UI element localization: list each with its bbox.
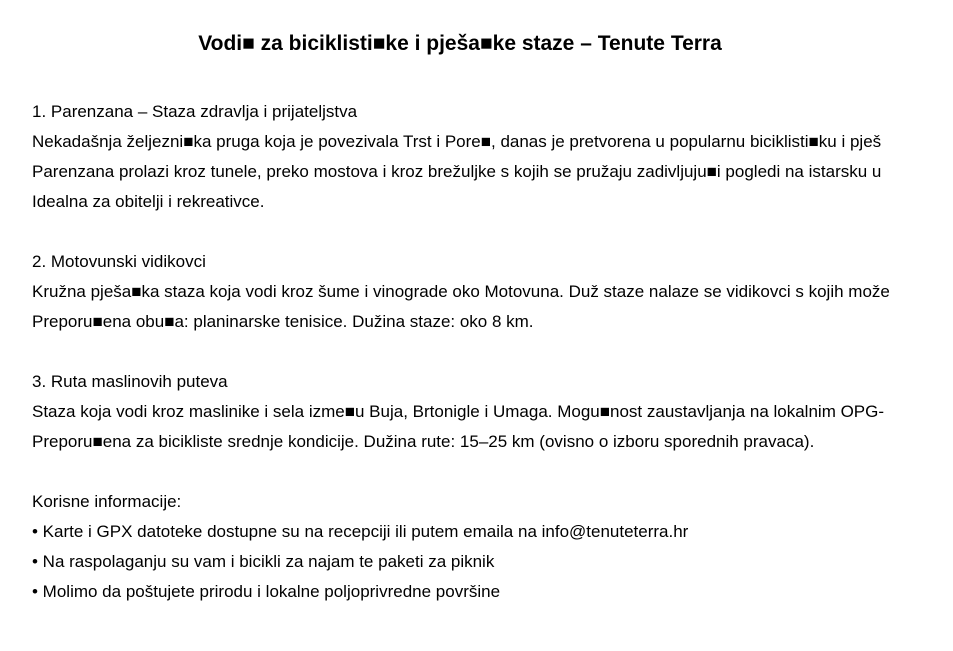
section-text-line: Parenzana prolazi kroz tunele, preko mostova i kroz brežuljke s kojih se pružaju zadivljuju■i pogledi na istarsku u	[32, 162, 882, 181]
section-text-line: Preporu■ena obu■a: planinarske tenisice. Dužina staze: oko 8 km.	[32, 312, 534, 331]
document-body	[32, 97, 953, 607]
info-bullet: • Karte i GPX datoteke dostupne su na recepciji ili putem emaila na info@tenuteterra.hr	[32, 522, 689, 541]
section-text-line: Kružna pješa■ka staza koja vodi kroz šume i vinograde oko Motovuna. Duž staze nalaze se vidikovci s kojih može	[32, 282, 890, 301]
section-text-line: Staza koja vodi kroz maslinike i sela izme■u Buja, Brtonigle i Umaga. Mogu■nost zaustavljanja na lokalnim OPG-	[32, 402, 885, 421]
info-heading: Korisne informacije:	[32, 492, 182, 511]
section-text-line: Preporu■ena za bicikliste srednje kondicije. Dužina rute: 15–25 km (ovisno o izboru sporednih pravaca).	[32, 432, 815, 451]
section-olive-route	[32, 367, 953, 457]
spacer	[32, 217, 953, 247]
info-bullet: • Na raspolaganju su vam i bicikli za najam te paketi za piknik	[32, 552, 495, 571]
document-title: Vodi■ za biciklisti■ke i pješa■ke staze – Tenute Terra	[198, 32, 722, 55]
section-heading: 3. Ruta maslinovih puteva	[32, 372, 228, 391]
section-heading: 1. Parenzana – Staza zdravlja i prijateljstva	[32, 102, 358, 121]
section-heading: 2. Motovunski vidikovci	[32, 252, 206, 271]
section-motovun	[32, 247, 953, 337]
useful-info	[32, 487, 953, 607]
spacer	[32, 337, 953, 367]
section-text-line: Idealna za obitelji i rekreativce.	[32, 192, 265, 211]
info-bullet: • Molimo da poštujete prirodu i lokalne poljoprivredne površine	[32, 582, 501, 601]
spacer	[32, 457, 953, 487]
section-text-line: Nekadašnja željezni■ka pruga koja je povezivala Trst i Pore■, danas je pretvorena u popularnu biciklisti■ku i pješ	[32, 132, 882, 151]
section-parenzana	[32, 97, 953, 217]
